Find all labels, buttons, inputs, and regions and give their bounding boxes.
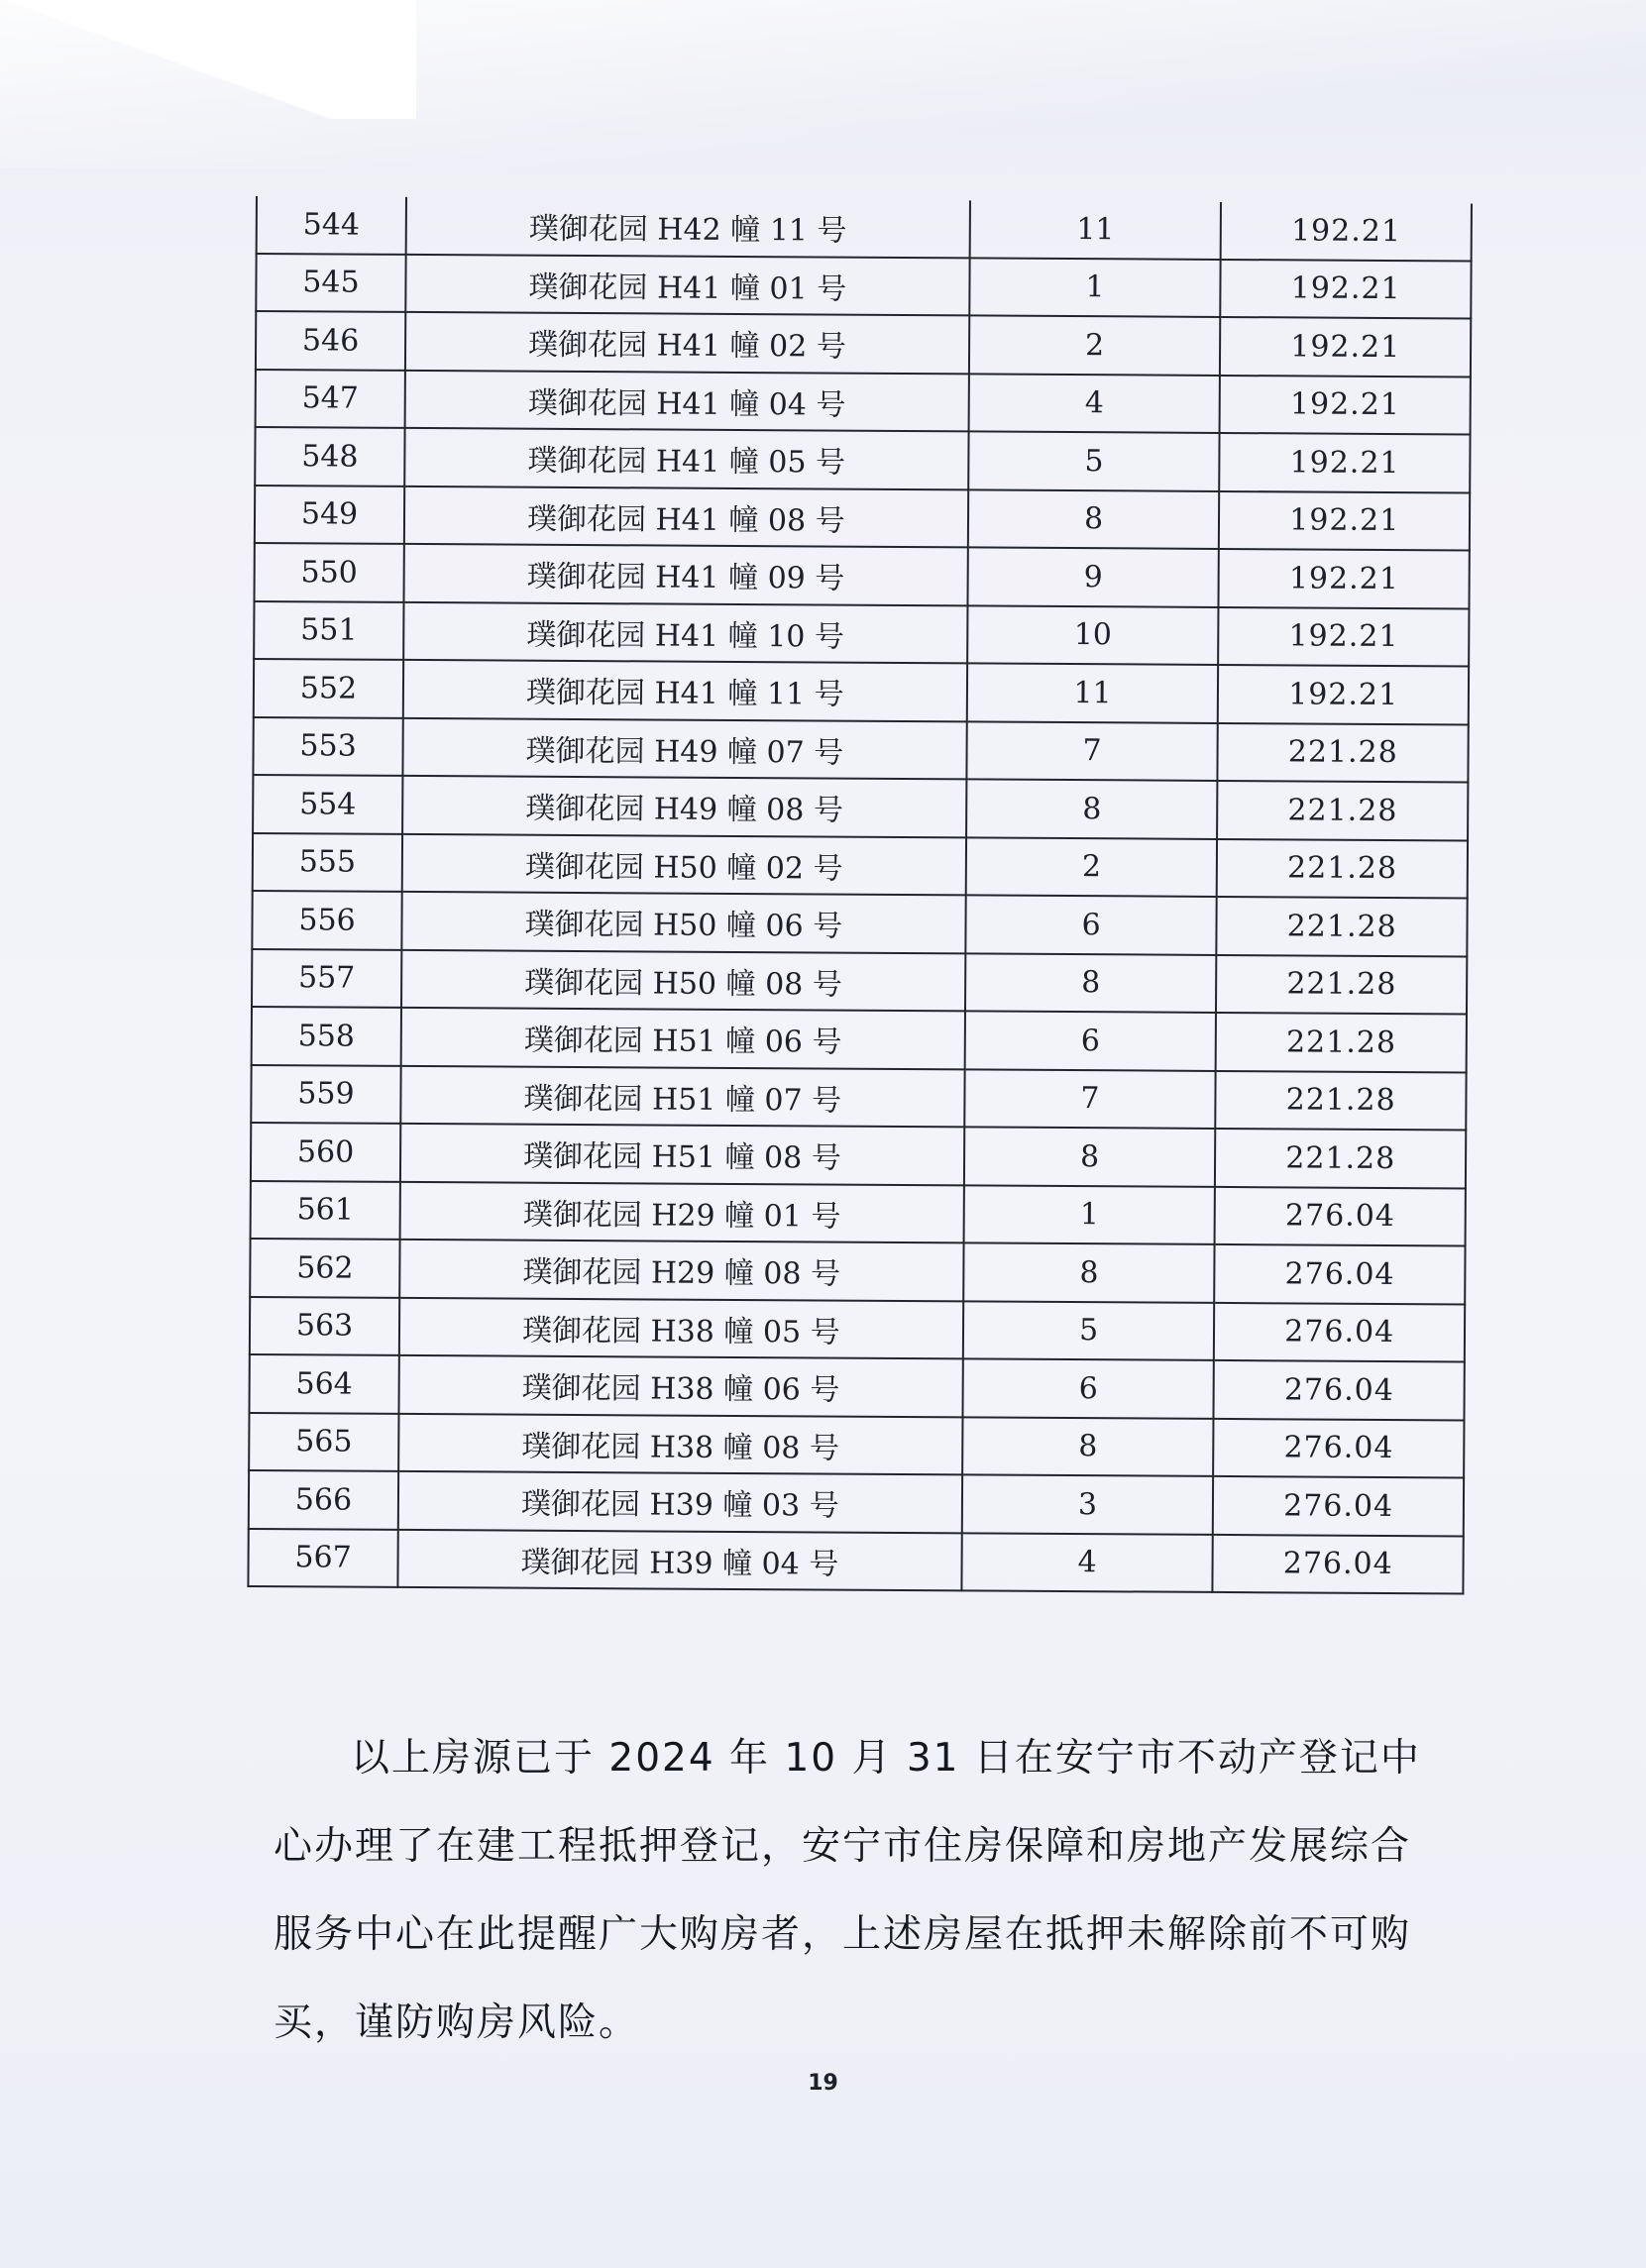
property-address: 璞御花园 H29 幢 01 号 [400,1181,964,1242]
row-number: 548 [255,427,404,486]
property-address: 璞御花园 H39 幢 03 号 [398,1471,962,1533]
table-row [256,311,1471,377]
floor-area: 221.28 [1217,781,1468,840]
floor-area: 276.04 [1215,1186,1466,1245]
floor-area: 192.21 [1221,259,1472,318]
floor-number: 6 [964,1011,1216,1070]
floor-area: 192.21 [1219,606,1470,666]
table-row [255,427,1470,492]
property-address: 璞御花园 H41 幢 05 号 [404,428,968,489]
table-row [253,832,1468,898]
floor-number: 6 [965,895,1217,954]
table-row [250,1296,1465,1361]
floor-area: 221.28 [1216,1013,1467,1072]
floor-area: 221.28 [1218,722,1469,782]
table-row [251,1123,1466,1188]
property-address: 璞御花园 H51 幢 08 号 [400,1124,964,1185]
page-number: 19 [808,2071,838,2096]
floor-number: 7 [966,721,1218,781]
floor-area: 221.28 [1217,897,1468,956]
property-address: 璞御花园 H41 幢 02 号 [405,312,969,374]
floor-area: 221.28 [1216,954,1467,1014]
floor-area: 192.21 [1219,549,1470,608]
row-number: 552 [254,659,403,717]
property-address: 璞御花园 H41 幢 04 号 [405,370,969,431]
floor-number: 8 [964,1127,1216,1186]
property-address: 璞御花园 H51 幢 06 号 [401,1008,965,1069]
table-row [249,1412,1464,1477]
floor-area: 221.28 [1216,1070,1467,1130]
property-address: 璞御花园 H38 幢 05 号 [399,1297,963,1358]
floor-number: 2 [969,315,1221,375]
floor-number: 1 [969,258,1221,317]
property-table [247,196,1473,1594]
table-row [248,1528,1463,1593]
row-number: 547 [256,370,405,428]
row-number: 565 [249,1412,398,1470]
row-number: 567 [248,1528,397,1586]
floor-number: 11 [969,200,1221,259]
table-row [249,1470,1464,1536]
row-number: 554 [253,775,402,833]
row-number: 561 [251,1180,400,1239]
property-address: 璞御花园 H51 幢 07 号 [400,1065,964,1127]
row-number: 559 [251,1064,400,1123]
table-row [253,716,1468,782]
property-address: 璞御花园 H50 幢 06 号 [401,892,965,953]
floor-area: 276.04 [1213,1534,1464,1593]
floor-number: 5 [963,1301,1215,1360]
row-number: 546 [256,311,405,370]
floor-number: 4 [968,374,1220,433]
table-row [253,775,1468,840]
row-number: 545 [256,254,405,312]
table-row [256,254,1471,319]
table-row [252,891,1467,956]
property-address: 璞御花园 H49 幢 08 号 [402,776,966,837]
floor-area: 276.04 [1214,1302,1465,1361]
table-row [255,486,1470,551]
table-row [254,659,1469,724]
property-address: 璞御花园 H50 幢 08 号 [401,949,965,1011]
table-row [252,1007,1467,1072]
floor-number: 8 [966,779,1218,838]
row-number: 562 [250,1239,399,1297]
row-number: 560 [251,1123,400,1181]
floor-area: 192.21 [1219,490,1470,550]
property-address: 璞御花园 H41 幢 08 号 [404,486,968,547]
property-address: 璞御花园 H38 幢 08 号 [398,1413,962,1474]
property-address: 璞御花园 H41 幢 11 号 [403,660,967,721]
row-number: 557 [252,948,401,1007]
floor-number: 8 [968,489,1220,549]
paper-fold-corner [0,0,416,119]
property-address: 璞御花园 H50 幢 02 号 [402,833,966,895]
table-row [255,543,1470,608]
property-address: 璞御花园 H41 幢 10 号 [403,601,967,663]
property-address: 璞御花园 H42 幢 11 号 [406,197,970,258]
table-row [251,1064,1466,1130]
property-address: 璞御花园 H38 幢 06 号 [399,1355,963,1417]
property-address: 璞御花园 H49 幢 07 号 [402,717,966,779]
floor-area: 192.21 [1220,433,1471,492]
property-address: 璞御花园 H41 幢 09 号 [404,544,968,605]
row-number: 553 [253,716,402,775]
row-number: 563 [250,1296,399,1354]
notice-paragraph: 以上房源已于 2024 年 10 月 31 日在安宁市不动产登记中心办理了在建工程抵押登记，安宁市住房保障和房地产发展综合服务中心在此提醒广大购房者，上述房屋在抵押未解除前不可购买，谨防购房风险。 [274,1736,1421,2045]
floor-number: 8 [962,1417,1214,1476]
floor-number: 2 [965,837,1217,897]
floor-number: 5 [968,431,1220,490]
row-number: 556 [252,891,401,949]
table-row [250,1354,1465,1420]
floor-area: 276.04 [1214,1360,1465,1420]
table-row [256,370,1471,435]
row-number: 566 [249,1470,398,1529]
floor-area: 276.04 [1214,1418,1465,1477]
floor-number: 4 [961,1533,1213,1592]
property-address: 璞御花园 H39 幢 04 号 [397,1529,961,1590]
floor-number: 7 [964,1069,1216,1129]
property-address: 璞御花园 H41 幢 01 号 [405,254,969,315]
table-row [257,196,1472,261]
floor-area: 192.21 [1221,202,1472,261]
table-row [254,600,1469,666]
row-number: 551 [254,600,403,659]
table-row [250,1239,1465,1304]
floor-number: 6 [962,1358,1214,1418]
floor-number: 9 [967,547,1219,606]
floor-number: 11 [966,663,1218,722]
floor-number: 1 [963,1185,1215,1244]
row-number: 550 [255,543,404,601]
row-number: 555 [253,832,402,891]
property-address: 璞御花园 H29 幢 08 号 [399,1240,963,1301]
row-number: 558 [252,1007,401,1065]
table-row [252,948,1467,1014]
row-number: 549 [255,486,404,544]
floor-number: 3 [961,1474,1213,1534]
floor-number: 8 [963,1242,1215,1302]
floor-number: 10 [967,605,1219,665]
floor-area: 192.21 [1218,665,1469,724]
floor-area: 221.28 [1215,1129,1466,1188]
floor-area: 192.21 [1220,317,1471,377]
floor-area: 276.04 [1213,1476,1464,1536]
floor-area: 192.21 [1220,375,1471,434]
row-number: 564 [250,1354,399,1413]
floor-area: 221.28 [1217,838,1468,898]
floor-number: 8 [965,953,1217,1013]
floor-area: 276.04 [1215,1244,1466,1304]
row-number: 544 [257,196,406,254]
table-row [251,1180,1466,1245]
